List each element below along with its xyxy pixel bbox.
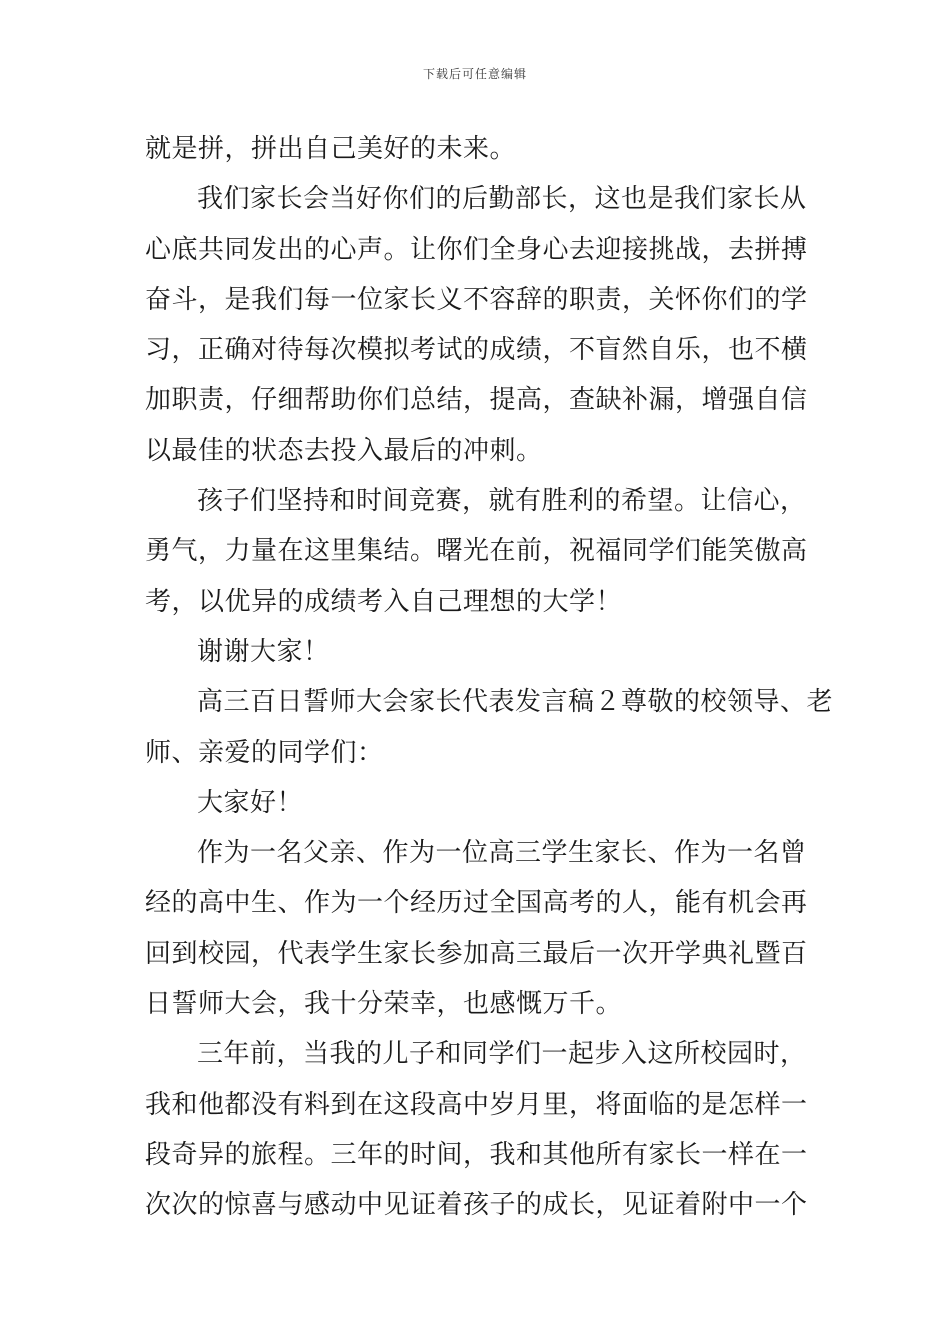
text-line: 勇气，力量在这里集结。曙光在前，祝福同学们能笑傲高: [145, 536, 808, 567]
paragraph-first-line: 作为一名父亲、作为一位高三学生家长、作为一名曾: [197, 838, 807, 869]
document-body: [145, 124, 834, 1231]
paragraph-first-line: 我们家长会当好你们的后勤部长，这也是我们家长从: [197, 184, 807, 215]
text-line: 心底共同发出的心声。让你们全身心去迎接挑战，去拼搏: [145, 234, 808, 265]
text-line: 经的高中生、作为一个经历过全国高考的人，能有机会再: [145, 888, 808, 919]
paragraph-first-line: 三年前，当我的儿子和同学们一起步入这所校园时，: [197, 1039, 807, 1070]
text-line: 段奇异的旅程。三年的时间，我和其他所有家长一样在一: [145, 1139, 808, 1170]
greeting-line: 大家好！: [197, 787, 304, 818]
text-line: 师、亲爱的同学们：: [145, 737, 384, 768]
text-line: 日誓师大会，我十分荣幸，也感慨万千。: [145, 989, 623, 1020]
text-line: 次次的惊喜与感动中见证着孩子的成长，见证着附中一个: [145, 1190, 808, 1221]
text-line: 以最佳的状态去投入最后的冲刺。: [145, 435, 543, 466]
text-line: 回到校园，代表学生家长参加高三最后一次开学典礼暨百: [145, 938, 808, 969]
paragraph-first-line: 孩子们坚持和时间竞赛，就有胜利的希望。让信心，: [197, 486, 807, 517]
page-header: 下载后可任意编辑: [422, 67, 527, 81]
text-line: 奋斗，是我们每一位家长义不容辞的职责，关怀你们的学: [145, 284, 808, 315]
paragraph-first-line: 谢谢大家！: [197, 636, 330, 667]
text-line: 我和他都没有料到在这段高中岁月里，将面临的是怎样一: [145, 1089, 808, 1120]
text-line: 考，以优异的成绩考入自己理想的大学！: [145, 586, 623, 617]
text-line: 习，正确对待每次模拟考试的成绩，不盲然自乐，也不横: [145, 335, 808, 366]
section-title-line: 高三百日誓师大会家长代表发言稿２尊敬的校领导、老: [197, 687, 834, 718]
text-line: 加职责，仔细帮助你们总结，提高，查缺补漏，增强自信: [145, 385, 808, 416]
text-line: 就是拼，拼出自己美好的未来。: [145, 134, 517, 164]
